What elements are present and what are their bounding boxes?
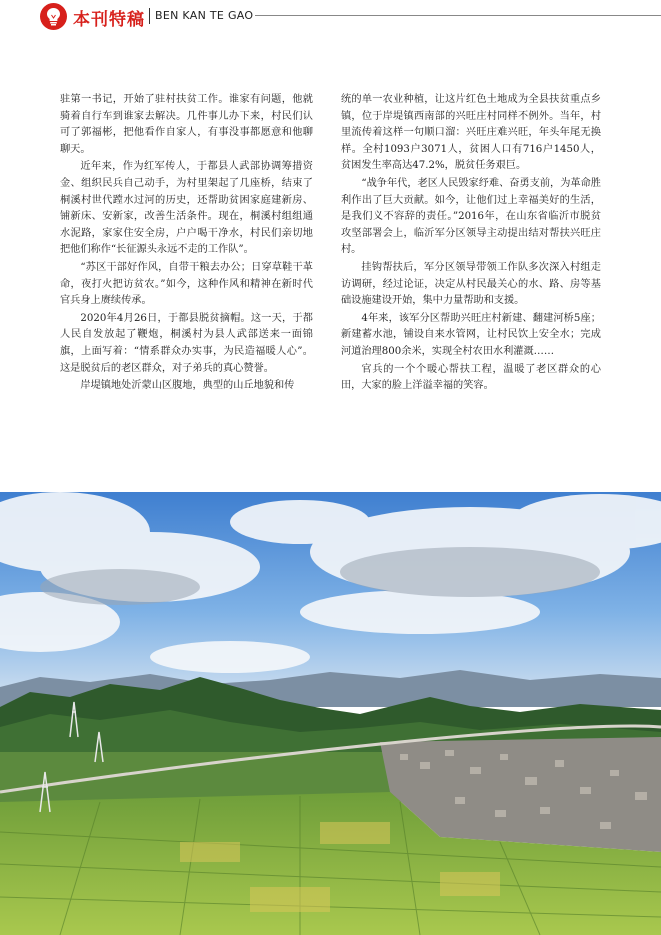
page-header	[0, 0, 661, 34]
paragraph: 官兵的一个个暖心帮扶工程，温暖了老区群众的心田，大家的脸上洋溢幸福的笑容。	[341, 363, 601, 392]
paragraph: 驻第一书记，开始了驻村扶贫工作。谁家有问题，他就骑着自行车到谁家去解决。几件事儿办下来，村民们认可了郭福彬，把他看作自家人，有事没事都愿意和他聊聊天。	[60, 94, 313, 155]
paragraph: 2020年4月26日，于都县脱贫摘帽。这一天，于都人民自发放起了鞭炮，桐溪村为县人武部送来一面锦旗，上面写着：“情系群众办实事，为民造福暖人心”。这是脱贫后的老区群众，对子弟兵的真心赞誉。	[60, 312, 313, 374]
paragraph: 岸堤镇地处沂蒙山区腹地，典型的山丘地貌和传	[80, 380, 295, 392]
title-divider	[149, 8, 150, 24]
paragraph: “战争年代，老区人民毁家纾难、奋勇支前，为革命胜利作出了巨大贡献。如今，让他们过上幸福美好的生活，是我们义不容辞的责任。”2016年，在山东省临沂市脱贫攻坚部署会上，临沂军分区领导主动提出结对帮扶兴旺庄村。	[341, 177, 601, 256]
lightbulb-icon	[40, 3, 67, 30]
paragraph: 近年来，作为红军传人，于都县人武部协调筹措资金、组织民兵自己动手，为村里架起了几座桥，结束了桐溪村世代蹚水过河的历史，还帮助贫困家庭建新房、铺新床、安新家，改善生活条件。现在，桐溪村组组通水泥路，家家住安全房，户户喝干净水，村民们亲切地把他们称作“长征源头永远不走的工作队”。	[60, 161, 313, 256]
paragraph: 4年来，该军分区帮助兴旺庄村新建、翻建河桥5座；新建蓄水池，铺设自来水管网，让村民饮上安全水；完成河道治理800余米，实现全村农田水利灌溉……	[341, 312, 601, 357]
article-column-right	[341, 92, 601, 396]
column-title: 本刊特稿	[73, 10, 145, 30]
paragraph: “苏区干部好作风，自带干粮去办公；日穿草鞋干革命，夜打火把访贫农。”如今，这种作风和精神在新时代官兵身上赓续传承。	[60, 261, 313, 307]
aerial-photo	[0, 492, 661, 935]
paragraph: 统的单一农业种植，让这片红色土地成为全县扶贫重点乡镇，位于岸堤镇西南部的兴旺庄村同样不例外。当年，村里流传着这样一句顺口溜：兴旺庄难兴旺，年头年尾无换样。全村1093户3071人，贫困人口有716户1450人，贫困发生率高达47.2%，脱贫任务艰巨。	[341, 94, 601, 172]
article-column-left	[60, 92, 313, 396]
paragraph: 挂钩帮扶后，军分区领导带领工作队多次深入村组走访调研，经过论证，决定从村民最关心的水、路、房等基础设施建设开始，集中力量帮助和支援。	[341, 261, 601, 307]
header-rule	[255, 15, 661, 16]
column-title-pinyin: BEN KAN TE GAO	[155, 9, 254, 22]
